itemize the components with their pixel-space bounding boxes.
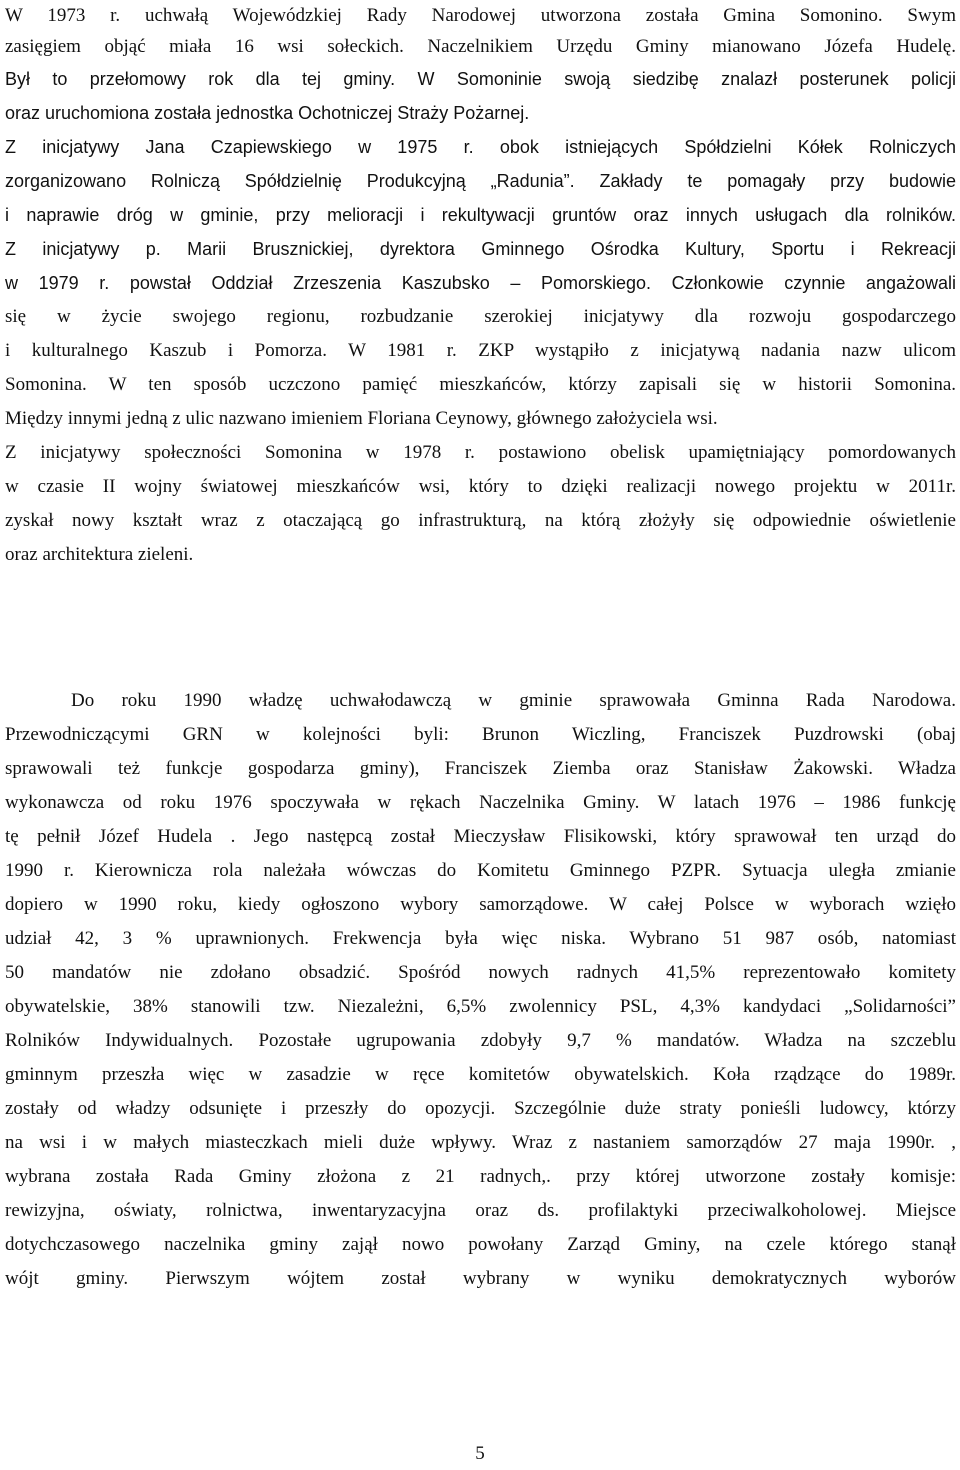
text-line: zyskał nowy kształt wraz z otaczającą go infrastrukturą, na którą złożyły się odpowiednie oświetlenie (5, 510, 956, 531)
text-line: na wsi i w małych miasteczkach mieli duże wpływy. Wraz z nastaniem samorządów 27 maja 1990r. , (5, 1132, 956, 1153)
text-line: zostały od władzy odsunięte i przeszły do opozycji. Szczególnie duże straty ponieśli ludowcy, którzy (5, 1098, 956, 1119)
text-line: 50 mandatów nie zdołano obsadzić. Spośród nowych radnych 41,5% reprezentowało komitety (5, 962, 956, 983)
text-line: się w życie swojego regionu, rozbudzanie szerokiej inicjatywy dla rozwoju gospodarczego (5, 306, 956, 327)
text-line: w 1979 r. powstał Oddział Zrzeszenia Kaszubsko – Pomorskiego. Członkowie czynnie angażowali (5, 273, 956, 293)
text-line: Do roku 1990 władzę uchwałodawczą w gminie sprawowała Gminna Rada Narodowa. (71, 690, 956, 711)
text-line: Z inicjatywy Jana Czapiewskiego w 1975 r. obok istniejących Spółdzielni Kółek Rolniczych (5, 137, 956, 157)
text-line: Z inicjatywy społeczności Somonina w 1978 r. postawiono obelisk upamiętniający pomordowanych (5, 442, 956, 463)
text-line: Przewodniczącymi GRN w kolejności byli: Brunon Wiczling, Franciszek Puzdrowski (obaj (5, 724, 956, 745)
text-line: oraz uruchomiona została jednostka Ochotniczej Straży Pożarnej. (5, 103, 530, 123)
text-line: dopiero w 1990 roku, kiedy ogłoszono wybory samorządowe. W całej Polsce w wyborach wzięło (5, 894, 956, 915)
paragraph-2 (5, 684, 956, 1296)
page-number: 5 (475, 1443, 485, 1464)
text-line: i kulturalnego Kaszub i Pomorza. W 1981 r. ZKP wystąpiło z inicjatywą nadania nazw ulicom (5, 340, 956, 361)
text-line: rewizyjna, oświaty, rolnictwa, inwentaryzacyjna oraz ds. profilaktyki przeciwalkoholowej. Miejsce (5, 1200, 956, 1221)
text-line: sprawowali też funkcje gospodarza gminy), Franciszek Ziemba oraz Stanisław Żakowski. Władza (5, 758, 956, 779)
text-line: Między innymi jedną z ulic nazwano imieniem Floriana Ceynowy, głównego założyciela wsi. (5, 408, 718, 429)
text-line: gminnym przeszła więc w zasadzie w ręce komitetów obywatelskich. Koła rządzące do 1989r. (5, 1064, 956, 1085)
text-line: tę pełnił Józef Hudela . Jego następcą został Mieczysław Flisikowski, który sprawował ten urząd do (5, 826, 956, 847)
text-line: wójt gminy. Pierwszym wójtem został wybrany w wyniku demokratycznych wyborów (5, 1268, 956, 1289)
text-line: oraz architektura zieleni. (5, 544, 194, 565)
text-line: W 1973 r. uchwałą Wojewódzkiej Rady Narodowej utworzona została Gmina Somonino. Swym (5, 5, 956, 26)
text-line: Rolników Indywidualnych. Pozostałe ugrupowania zdobyły 9,7 % mandatów. Władza na szczeblu (5, 1030, 956, 1051)
text-line: dotychczasowego naczelnika gminy zajął nowo powołany Zarząd Gminy, na czele którego stanął (5, 1234, 956, 1255)
text-line: w czasie II wojny światowej mieszkańców wsi, który to dzięki realizacji nowego projektu w 2011r. (5, 476, 956, 497)
text-line: Był to przełomowy rok dla tej gminy. W Somoninie swoją siedzibę znalazł posterunek policji (5, 69, 956, 89)
text-line: obywatelskie, 38% stanowili tzw. Niezależni, 6,5% zwolennicy PSL, 4,3% kandydaci „Solidarności” (5, 996, 956, 1017)
paragraph-1 (5, 0, 956, 572)
text-line: zasięgiem objąć miała 16 wsi sołeckich. Naczelnikiem Urzędu Gminy mianowano Józefa Hudelę. (5, 36, 956, 57)
text-line: wybrana została Rada Gminy złożona z 21 radnych,. przy której utworzone zostały komisje: (5, 1166, 956, 1187)
text-line: wykonawcza od roku 1976 spoczywała w rękach Naczelnika Gminy. W latach 1976 – 1986 funkcję (5, 792, 956, 813)
text-line: zorganizowano Rolniczą Spółdzielnię Produkcyjną „Radunia”. Zakłady te pomagały przy budowie (5, 171, 956, 191)
text-line: Z inicjatywy p. Marii Brusznickiej, dyrektora Gminnego Ośrodka Kultury, Sportu i Rekreacji (5, 239, 956, 259)
text-line: i naprawie dróg w gminie, przy melioracji i rekultywacji gruntów oraz innych usługach dla rolników. (5, 205, 956, 225)
text-line: 1990 r. Kierownicza rola należała wówczas do Komitetu Gminnego PZPR. Sytuacja uległa zmianie (5, 860, 956, 881)
text-line: Somonina. W ten sposób uczczono pamięć mieszkańców, którzy zapisali się w historii Somonina. (5, 374, 956, 395)
text-line: udział 42, 3 % uprawnionych. Frekwencja była więc niska. Wybrano 51 987 osób, natomiast (5, 928, 956, 949)
